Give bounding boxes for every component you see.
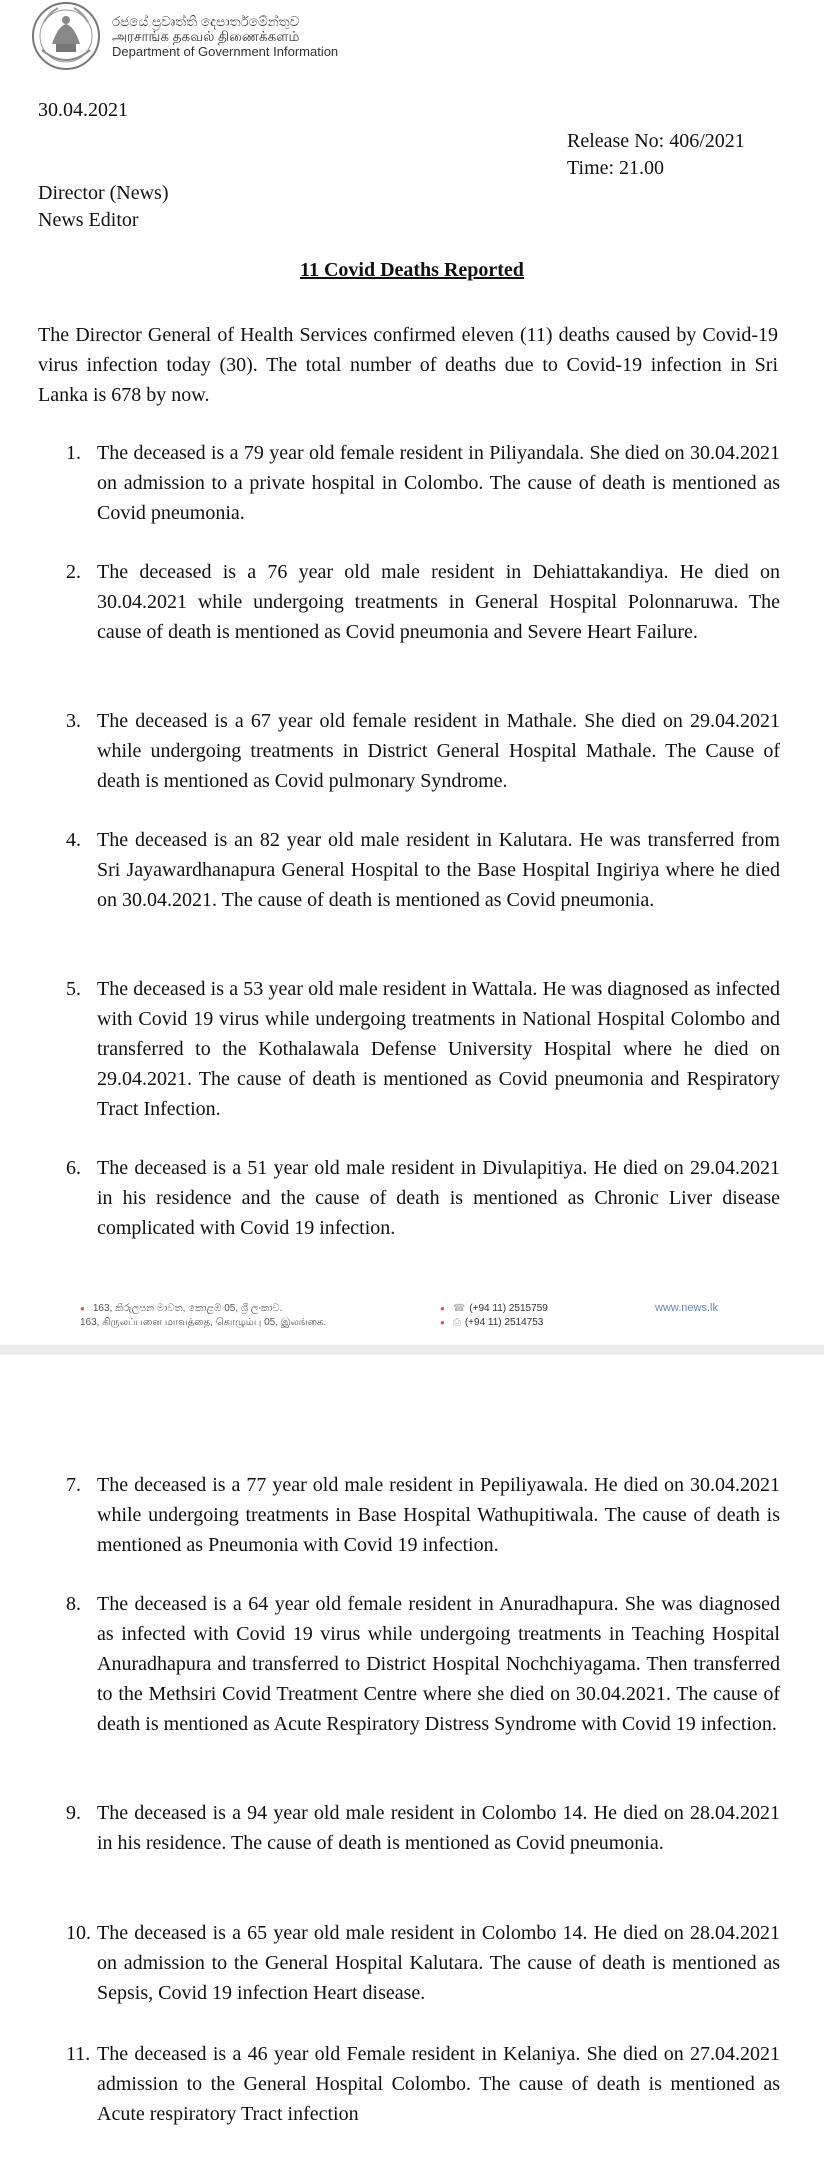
recipient: Director (News) xyxy=(38,182,169,204)
bullet-icon: ● xyxy=(440,1304,445,1313)
item-number: 2. xyxy=(66,561,81,583)
title-text: 11 Covid Deaths Reported xyxy=(300,259,524,281)
phone-number: (+94 11) 2515759 xyxy=(469,1303,548,1314)
recipient: News Editor xyxy=(38,209,139,231)
dept-name-tamil: அரசாங்க தகவல் திணைக்களம் xyxy=(112,29,300,44)
item-text: The deceased is a 65 year old male resident in Colombo 14. He died on 28.04.2021 on admission to the General Hospital Kalutara. The cause of death is mentioned as Sepsis, Covid 19 infection Heart disease. xyxy=(97,1922,780,2004)
list-item xyxy=(38,557,780,647)
phone-icon: ☎ xyxy=(452,1303,466,1314)
item-text: The deceased is a 51 year old male resident in Divulapitiya. He died on 29.04.2021 in his residence and the cause of death is mentioned as Chronic Liver disease complicated with Covid 19 infection. xyxy=(97,1157,780,1239)
list-item xyxy=(38,974,780,1124)
address-sinhala: 163, කිරුලපන මාවත, කොළඹ 05, ශ්‍රී ලංකාව. xyxy=(92,1303,283,1314)
footer-website: www.news.lk xyxy=(655,1302,718,1314)
item-text: The deceased is a 76 year old male resident in Dehiattakandiya. He died on 30.04.2021 while undergoing treatments in General Hospital Polonnaruwa. The cause of death is mentioned as Covid pneumonia and Severe Heart Failure. xyxy=(97,561,780,643)
list-item xyxy=(38,1798,780,1858)
list-item xyxy=(38,825,780,915)
fax-icon: ⎙ xyxy=(452,1317,461,1328)
footer-contacts xyxy=(440,1302,548,1330)
bullet-icon: ● xyxy=(80,1304,85,1313)
list-item xyxy=(38,706,780,796)
dept-name-sinhala: රජයේ ප්‍රවෘත්ති දෙපාර්තමේන්තුව xyxy=(112,14,300,29)
sri-lanka-emblem-icon xyxy=(30,0,102,74)
item-text: The deceased is a 64 year old female resident in Anuradhapura. She was diagnosed as infected with Covid 19 virus while undergoing treatments in Teaching Hospital Anuradhapura and transferred to District Hospital Nochchiyagama. Then transferred to the Methsiri Covid Treatment Centre where she died on 30.04.2021. The cause of death is mentioned as Acute Respiratory Distress Syndrome with Covid 19 infection. xyxy=(97,1593,780,1735)
release-info xyxy=(567,128,745,182)
item-number: 4. xyxy=(66,829,81,851)
item-text: The deceased is a 79 year old female resident in Piliyandala. She died on 30.04.2021 on admission to a private hospital in Colombo. The cause of death is mentioned as Covid pneumonia. xyxy=(97,442,780,524)
dept-name-english: Department of Government Information xyxy=(112,44,339,59)
item-text: The deceased is an 82 year old male resident in Kalutara. He was transferred from Sri Jayawardhanapura General Hospital to the Base Hospital Ingiriya where he died on 30.04.2021. The cause of death is mentioned as Covid pneumonia. xyxy=(97,829,780,911)
recipients xyxy=(38,180,169,234)
item-text: The deceased is a 67 year old female resident in Mathale. She died on 29.04.2021 while undergoing treatments in District General Hospital Mathale. The Cause of death is mentioned as Covid pulmonary Syndrome. xyxy=(97,710,780,792)
item-number: 1. xyxy=(66,442,81,464)
list-item xyxy=(38,1918,780,2008)
item-text: The deceased is a 77 year old male resident in Pepiliyawala. He died on 30.04.2021 while undergoing treatments in Base Hospital Wathupitiwala. The cause of death is mentioned as Pneumonia with Covid 19 infection. xyxy=(97,1474,780,1556)
document-date: 30.04.2021 xyxy=(38,99,128,121)
item-text: The deceased is a 53 year old male resident in Wattala. He was diagnosed as infected with Covid 19 virus while undergoing treatments in National Hospital Colombo and transferred to the Kothalawala Defense University Hospital where he died on 29.04.2021. The cause of death is mentioned as Covid pneumonia and Respiratory Tract Infection. xyxy=(97,978,780,1120)
item-number: 8. xyxy=(66,1593,81,1615)
release-time: Time: 21.00 xyxy=(567,157,665,179)
list-item xyxy=(38,1153,780,1243)
item-number: 10. xyxy=(66,1922,91,1944)
fax-number: (+94 11) 2514753 xyxy=(464,1317,544,1328)
intro-paragraph: The Director General of Health Services confirmed eleven (11) deaths caused by Covid-19 virus infection today (30). The total number of deaths due to Covid-19 infection in Sri Lanka is 678 by now. xyxy=(38,324,778,406)
item-number: 3. xyxy=(66,710,81,732)
item-number: 7. xyxy=(66,1474,81,1496)
page-separator xyxy=(0,1345,824,1355)
list-item xyxy=(38,438,780,528)
list-item xyxy=(38,1470,780,1560)
letterhead xyxy=(30,0,338,74)
footer-address xyxy=(80,1302,326,1330)
document-title xyxy=(0,259,824,282)
item-number: 11. xyxy=(66,2043,91,2065)
list-item xyxy=(38,1589,780,1739)
bullet-icon: ● xyxy=(440,1318,445,1327)
item-number: 6. xyxy=(66,1157,81,1179)
list-item xyxy=(38,2039,780,2129)
item-number: 5. xyxy=(66,978,81,1000)
document-page-2 xyxy=(0,1362,824,2175)
item-text: The deceased is a 46 year old Female resident in Kelaniya. She died on 27.04.2021 admission to the General Hospital Colombo. The cause of death is mentioned as Acute respiratory Tract infection xyxy=(97,2043,780,2125)
address-tamil: 163, கிருலப்பனை மாவத்தை, கொழும்பு 05, இலங்கை. xyxy=(80,1317,327,1328)
item-text: The deceased is a 94 year old male resident in Colombo 14. He died on 28.04.2021 in his residence. The cause of death is mentioned as Covid pneumonia. xyxy=(97,1802,780,1854)
release-number: Release No: 406/2021 xyxy=(567,130,745,152)
page-footer xyxy=(0,1296,824,1336)
item-number: 9. xyxy=(66,1802,81,1824)
